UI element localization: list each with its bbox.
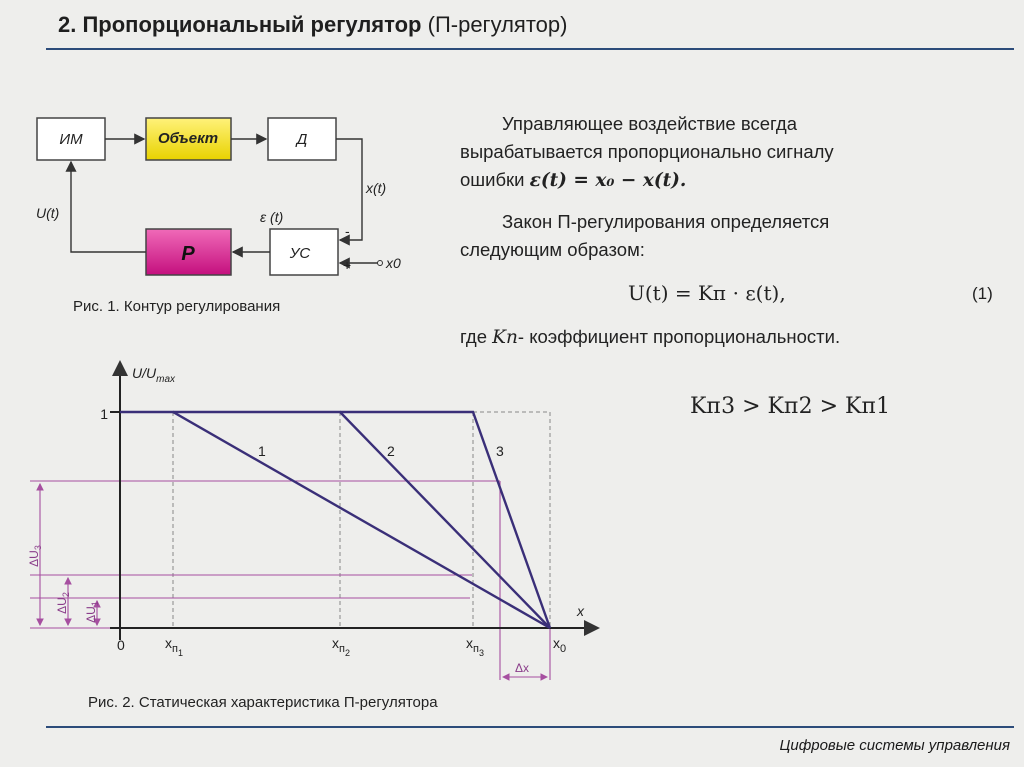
- x-tick-xp3: $x_{п3}$: [466, 635, 484, 658]
- block-d: [268, 118, 336, 160]
- block-p: [146, 229, 231, 275]
- delta-x-label: Δx: [515, 661, 530, 675]
- delta-u1-label: $\Delta U_1$: [84, 601, 100, 623]
- svg-text:Д: Д: [296, 131, 308, 148]
- svg-text:P: P: [181, 243, 195, 265]
- fig2-caption: Рис. 2. Статическая характеристика П-регулятора: [88, 694, 438, 711]
- formula-1: U(t) = Kп · ε(t),: [628, 281, 786, 305]
- y-tick-1: 1: [100, 406, 108, 422]
- x-tick-x0: $x_0$: [553, 635, 567, 655]
- where-k: Kп: [492, 327, 518, 348]
- paragraph-1: [460, 110, 900, 195]
- signal-x: x(t): [366, 180, 387, 196]
- x-tick-xp1: $x_{п1}$: [165, 635, 183, 658]
- input-node: [378, 261, 383, 266]
- title-bold: 2. Пропорциональный регулятор: [58, 12, 422, 37]
- signal-u: U(t): [36, 205, 60, 221]
- svg-text:Объект: Объект: [157, 130, 219, 147]
- x-axis-label: x: [577, 603, 584, 619]
- where-prefix: где: [460, 326, 488, 347]
- fig1-caption: Рис. 1. Контур регулирования: [73, 298, 281, 315]
- sign-plus: +: [343, 257, 352, 273]
- series-2-label: 2: [387, 443, 395, 459]
- svg-text:ИМ: ИМ: [59, 131, 83, 148]
- series-3-label: 3: [496, 443, 504, 459]
- paragraph-2: Закон П-регулирования определяется следующим образом:: [460, 211, 830, 260]
- where-rest: - коэффициент пропорциональности.: [517, 326, 841, 347]
- signal-eps: ε (t): [260, 209, 284, 225]
- paragraph-1-text: Управляющее воздействие всегда вырабатывается пропорционально сигналу ошибки: [460, 113, 834, 190]
- equation-number: (1): [972, 284, 993, 303]
- block-im: [37, 118, 105, 160]
- formula-2: Kп3 > Kп2 > Kп1: [690, 394, 891, 419]
- series-1-label: 1: [258, 443, 266, 459]
- origin-label: 0: [117, 637, 125, 653]
- delta-u2-label: $\Delta U_2$: [55, 592, 71, 614]
- x-tick-xp2: $x_{п2}$: [332, 635, 350, 658]
- footer-text: Цифровые системы управления: [779, 737, 1010, 754]
- signal-x0: x0: [386, 255, 401, 271]
- where-line: [460, 323, 840, 352]
- error-formula: ε(t) = x₀ − x(t).: [529, 170, 687, 191]
- y-axis-label: $U/U_{max}$: [132, 365, 176, 385]
- block-us: [270, 229, 338, 275]
- chart-series: [120, 412, 550, 628]
- title-rest: (П-регулятор): [421, 12, 568, 37]
- block-object: [146, 118, 231, 160]
- sign-minus: -: [345, 223, 350, 239]
- delta-u3-label: $\Delta U_3$: [27, 545, 43, 567]
- svg-text:УС: УС: [289, 245, 311, 262]
